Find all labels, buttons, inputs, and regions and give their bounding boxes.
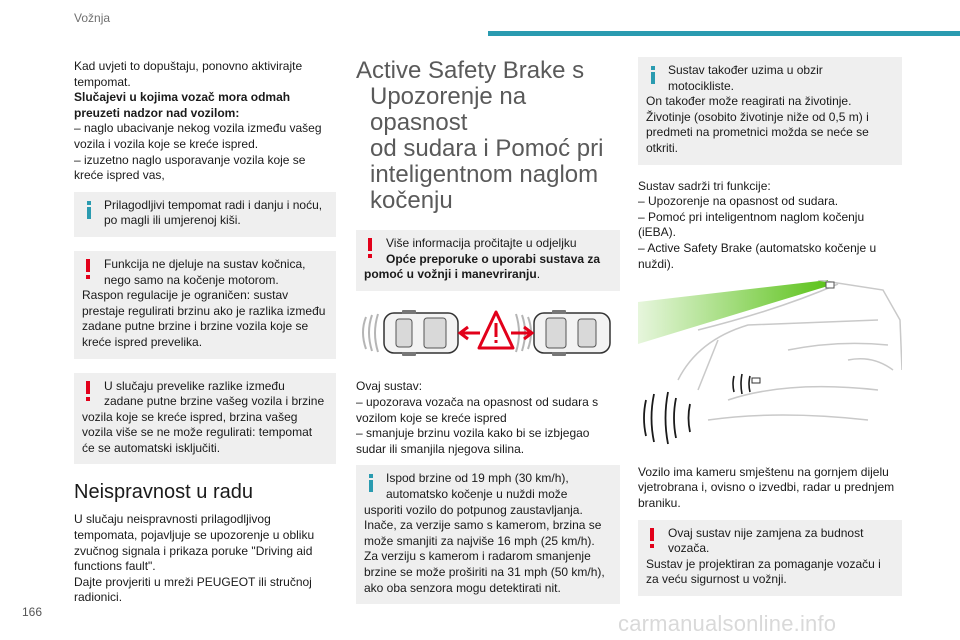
text-line: će se automatski isključiti. [82,440,221,455]
text-line: vozila koje se kreće ispred, brzina vašeg [82,409,298,424]
column-right [638,57,902,610]
list-item: – upozorava vozača na opasnost od sudara s [356,394,599,409]
collision-warning-illustration [356,305,620,370]
info-note [638,57,902,165]
functions-paragraph [638,179,902,273]
text-line: tempomata, pojavljuje se upozorenje u obliku [74,528,315,543]
title-line: Active Safety Brake s [356,57,585,84]
text-line: Funkcija ne djeluje na sustav kočnica, [104,256,306,271]
system-paragraph [356,379,620,457]
watermark: carmanualsonline.info [618,611,837,636]
text-line: Više informacija pročitajte u odjeljku [386,236,577,250]
text-line: Kad uvjeti to dopuštaju, ponovno aktivirajte [74,59,303,73]
info-note [356,465,620,604]
warning-note [74,373,336,465]
list-item: – smanjuje brzinu vozila kako bi se izbjegao [356,426,590,441]
camera-radar-van-illustration-svg [638,280,902,450]
text-line: kreće ispred prevelika. [82,334,203,349]
info-icon [83,201,95,219]
text-line: Ovaj sustav: [356,379,423,394]
list-item: nuždi). [638,256,675,271]
text-line: brzine se može proširiti na 31 mph (50 km/h), [364,564,605,579]
list-item: – Pomoć pri inteligentnom naglom kočenju [638,209,865,224]
list-item: vozila i vozila koje se kreće ispred. [74,136,259,151]
column-left [74,59,336,614]
column-middle [356,58,620,618]
section-heading: Neispravnost u radu [74,481,253,504]
text-line: Vozilo ima kameru smještenu na gornjem dijelu [638,464,889,479]
title-line: inteligentnom naglom [370,161,599,188]
warning-note [638,520,902,596]
text-line: prestaje regulirati brzinu ako je razlika između [82,303,326,318]
text-line: tempomat. [74,74,131,89]
text-line: zvučnog signala i prikaza poruke "Driving aid [74,543,313,558]
text-line: predmeti na prometnici možda se neće se [646,125,869,140]
warning-icon [649,528,655,548]
text-line: zadane putne brzine i brzine vozila koje se [82,319,309,334]
text-line: ako oba senzora mogu detektirati nit. [364,580,561,595]
info-note [74,192,336,237]
collision-warning-illustration-svg [356,305,620,365]
warning-icon [85,381,91,401]
text-line: Inače, za verzije samo s kamerom, brzina se [364,518,602,533]
text-line: usporiti vozilo do potpunog zaustavljanja. [364,502,583,517]
text-line: Sustav je projektiran za pomaganje vozaču i [646,556,881,571]
text-line: za veću sigurnost u vožnji. [646,572,787,587]
section-title: Vožnja [74,11,111,25]
text-line: Prilagodljivi tempomat radi i danju i noću, [104,197,323,212]
list-item: – izuzetno naglo usporavanje vozila koje se [74,152,306,167]
text-line: zadane putne brzine vašeg vozila i brzine [104,394,325,409]
text-line: Dajte provjeriti u mreži PEUGEOT ili stručnoj [74,574,312,589]
text-line: vozila više se ne može regulirati: tempomat [82,425,313,440]
info-icon [647,66,659,84]
text-line: Opće preporuke o uporabi sustava za [386,251,601,266]
text-line: motocikliste. [668,78,735,93]
text-line: može smanjiti za najviše 16 mph (25 km/h). [364,533,595,548]
list-item: – Upozorenje na opasnost od sudara. [638,194,839,209]
text-line: braniku. [638,495,681,510]
text-line: Slučajevi u kojima vozač mora odmah [74,90,291,105]
text-line: pomoć u vožnji i manevriranju [364,267,537,282]
text-line: nego samo na kočenje motorom. [104,272,279,287]
text-line: radionici. [74,590,123,605]
list-item: kreće ispred vas, [74,168,165,183]
text-line: Ispod brzine od 19 mph (30 km/h), [386,471,569,486]
text-line: automatsko kočenje u nuždi može [386,486,568,501]
text-line: Životinje (osobito životinje niže od 0,5 m) i [646,109,869,124]
text-line: vozača. [668,541,710,556]
text-line: Sustav također uzima u obzir [668,63,823,77]
warning-icon [367,238,373,258]
warning-icon [85,259,91,279]
warning-note [74,251,336,359]
list-item: – naglo ubacivanje nekog vozila između vašeg [74,121,322,136]
text-line: otkriti. [646,140,679,155]
header-accent-bar [488,31,960,36]
text-line: Ovaj sustav nije zamjena za budnost [668,525,864,540]
text-line: vjetrobrana i, ovisno o izvedbi, radar u prednjem [638,480,895,495]
list-item: vozilom koje se kreće ispred [356,410,507,425]
list-item: sudar ili smanjila njegova silina. [356,441,525,456]
text-line: preuzeti nadzor nad vozilom: [74,105,240,120]
page-number: 166 [22,605,43,619]
text-line: Raspon regulacije je ograničen: sustav [82,288,289,303]
warning-note [356,230,620,291]
text-line: functions fault". [74,559,156,574]
fault-paragraph [74,512,336,606]
list-item: – Active Safety Brake (automatsko kočenje u [638,240,877,255]
intro-paragraph [74,59,336,184]
title-line: od sudara i Pomoć pri [370,135,604,162]
text-line: Za verziju s kamerom i radarom smanjenje [364,549,591,564]
text-fragment: . [536,267,541,282]
text-line: U slučaju prevelike razlike između [104,378,285,393]
text-line: U slučaju neispravnosti prilagodljivog [74,512,271,527]
text-line: po magli ili umjerenoj kiši. [104,213,241,228]
camera-radar-van-illustration [638,280,902,455]
list-item: (iEBA). [638,225,677,240]
title-line: Upozorenje na opasnost [370,83,527,136]
camera-paragraph [638,465,902,512]
page-title [356,58,620,214]
info-icon [365,474,377,492]
text-line: On također može reagirati na životinje. [646,94,852,109]
title-line: kočenju [370,187,453,214]
text-line: Sustav sadrži tri funkcije: [638,178,771,193]
